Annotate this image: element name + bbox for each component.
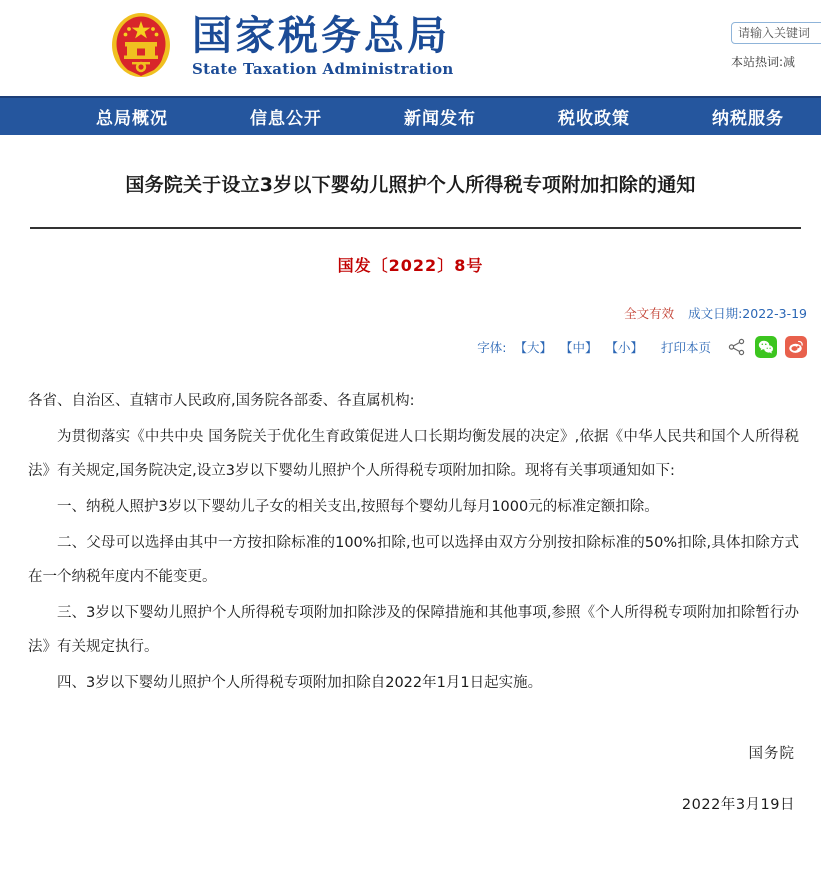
signature-date: 2022年3月19日: [681, 797, 795, 814]
status-badge: 全文有效: [624, 305, 675, 321]
search-area: [731, 22, 821, 70]
hotwords-row: [731, 53, 821, 70]
main-navigation: [0, 96, 821, 135]
font-size-medium[interactable]: 【中】: [559, 339, 598, 355]
search-input[interactable]: 请输入关键词: [731, 22, 821, 44]
document-container: [0, 135, 821, 814]
paragraph-item-2: 二、父母可以选择由其中一方按扣除标准的100%扣除,也可以选择由双方分别按扣除标准的50%扣除,具体扣除方式在一个纳税年度内不能变更。: [28, 534, 799, 585]
document-tools: [0, 336, 821, 358]
share-nodes-icon[interactable]: [727, 337, 747, 357]
title-divider: [30, 227, 801, 229]
brand-title-en: State Taxation Administration: [192, 59, 454, 78]
site-header: [0, 0, 821, 96]
paragraph-item-4: 四、3岁以下婴幼儿照护个人所得税专项附加扣除自2022年1月1日起实施。: [57, 675, 543, 692]
national-emblem-icon: [104, 8, 178, 82]
font-size-small[interactable]: 【小】: [605, 339, 643, 355]
paragraph-item-1: 一、纳税人照护3岁以下婴幼儿子女的相关支出,按照每个婴幼儿每月1000元的标准定额扣除。: [57, 498, 659, 515]
signature-block: [0, 742, 821, 814]
paragraph-salutation: 各省、自治区、直辖市人民政府,国务院各部委、各直属机构:: [28, 392, 415, 409]
font-size-label: 字体:: [477, 339, 507, 355]
wechat-icon[interactable]: [755, 336, 777, 358]
nav-item-overview[interactable]: 总局概况: [96, 109, 168, 129]
nav-item-news[interactable]: 新闻发布: [404, 109, 476, 129]
page-title: 国务院关于设立3岁以下婴幼儿照护个人所得税专项附加扣除的通知: [125, 174, 696, 196]
signature-organization: 国务院: [748, 746, 795, 763]
brand-title-cn: 国家税务总局: [192, 13, 450, 60]
weibo-icon[interactable]: [785, 336, 807, 358]
document-meta: [0, 304, 821, 322]
paragraph-item-3: 三、3岁以下婴幼儿照护个人所得税专项附加扣除涉及的保障措施和其他事项,参照《个人所得税专项附加扣除暂行办法》有关规定执行。: [28, 604, 799, 656]
print-page-link[interactable]: 打印本页: [660, 339, 711, 355]
paragraph-preamble: 为贯彻落实《中共中央 国务院关于优化生育政策促进人口长期均衡发展的决定》,依据《中华人民共和国个人所得税法》有关规定,国务院决定,设立3岁以下婴幼儿照护个人所得税专项附加扣除。现将有关事项通知如下:: [28, 428, 799, 479]
nav-item-tax-service[interactable]: 纳税服务: [712, 109, 784, 129]
document-number: 国发〔2022〕8号: [337, 255, 484, 275]
hotwords-label: 本站热词:: [731, 55, 784, 69]
nav-item-tax-policy[interactable]: 税收政策: [558, 109, 630, 129]
font-size-large[interactable]: 【大】: [514, 339, 552, 355]
nav-item-disclosure[interactable]: 信息公开: [250, 109, 322, 129]
issue-date: 成文日期:2022-3-19: [688, 305, 807, 321]
site-brand[interactable]: [104, 8, 454, 82]
document-body: [0, 384, 821, 701]
hotword-link[interactable]: 减: [783, 55, 796, 69]
